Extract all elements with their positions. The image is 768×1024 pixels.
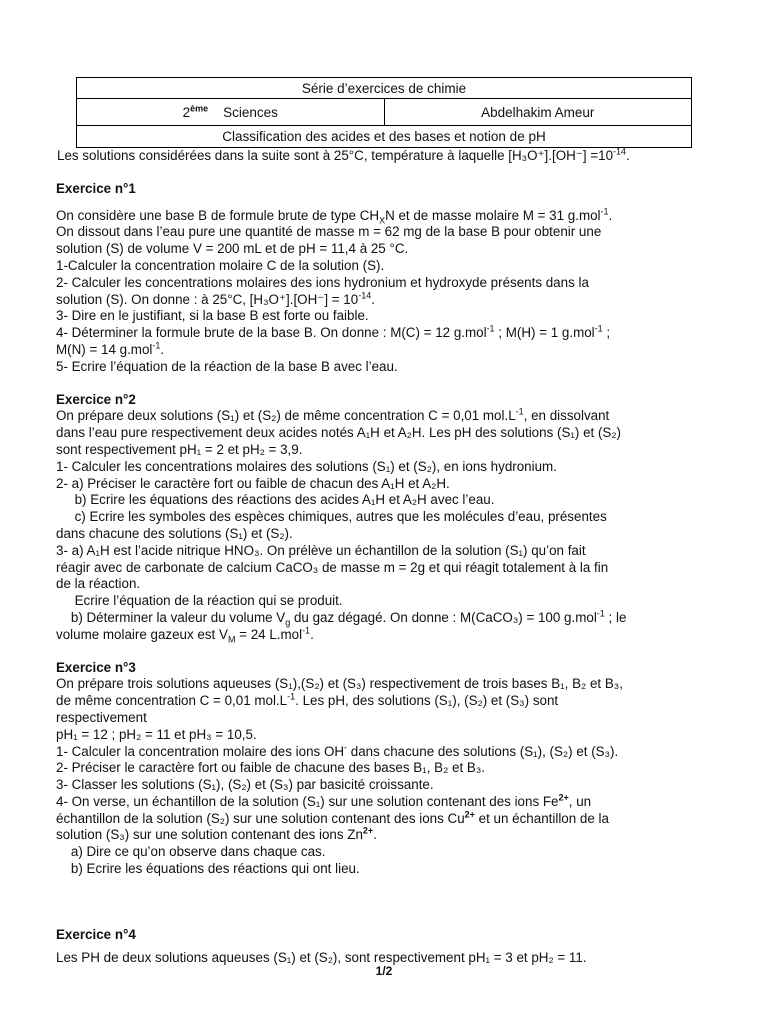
ex1-question bbox=[56, 342, 716, 359]
ex2-question: 2- a) Préciser le caractère fort ou faible de chacun des A₁H et A₂H. bbox=[56, 475, 450, 491]
level-section: Sciences bbox=[223, 104, 278, 120]
ex1-exp: -14 bbox=[358, 290, 372, 301]
ex3-text: . bbox=[373, 827, 377, 843]
ex2-line bbox=[56, 408, 716, 425]
intro-text: Les solutions considérées dans la suite sont à 25°C, température à laquelle [H₃O⁺].[OH⁻] =10 bbox=[57, 148, 614, 163]
ex2-sub: M bbox=[227, 634, 236, 645]
ex1-line: On dissout dans l’eau pure une quantité de masse m = 62 mg de la base B pour obtenir une bbox=[56, 224, 602, 240]
ex2-text: volume molaire gazeux est V bbox=[56, 626, 228, 642]
ex1-question bbox=[56, 325, 716, 342]
ex3-text: 4- On verse, un échantillon de la solution (S₁) sur une solution contenant des ions Fe bbox=[56, 793, 559, 809]
ex3-question: 3- Classer les solutions (S₁), (S₂) et (S₃) par basicité croissante. bbox=[56, 777, 434, 793]
ex2-exp: -1 bbox=[596, 608, 605, 619]
ex1-question: 3- Dire en le justifiant, si la base B est forte ou faible. bbox=[56, 308, 369, 324]
ex3-exp: 2+ bbox=[362, 826, 374, 837]
intro-end: . bbox=[626, 148, 630, 163]
ex4-line: Les PH de deux solutions aqueuses (S₁) et (S₂), sont respectivement pH₁ = 3 et pH₂ = 11. bbox=[56, 949, 587, 965]
ex3-exp: 2+ bbox=[464, 809, 475, 820]
ex2-line: sont respectivement pH₁ = 2 et pH₂ = 3,9. bbox=[56, 441, 303, 457]
ex2-line: dans l’eau pure respectivement deux acides notés A₁H et A₂H. Les pH des solutions (S₁) et (S₂) bbox=[56, 425, 622, 441]
ex3-text: . Les pH, des solutions (S₁), (S₂) et (S₃) sont bbox=[295, 693, 559, 709]
author-cell: Abdelhakim Ameur bbox=[384, 99, 692, 126]
exercise-2-title: Exercice n°2 bbox=[56, 391, 136, 407]
ex2-sub: g bbox=[285, 617, 291, 628]
ex3-question: a) Dire ce qu’on observe dans chaque cas. bbox=[56, 844, 326, 860]
ex2-question: c) Ecrire les symboles des espèces chimiques, autres que les molécules d’eau, présentes bbox=[56, 509, 607, 525]
header-table bbox=[76, 77, 692, 148]
ex2-question bbox=[56, 627, 716, 644]
ex2-text: . bbox=[310, 626, 314, 642]
ex2-text: du gaz dégagé. On donne : M(CaCO₃) = 100 g.mol bbox=[290, 609, 597, 625]
ex3-question bbox=[56, 827, 716, 844]
ex3-text: de même concentration C = 0,01 mol.L bbox=[56, 693, 288, 709]
ex2-text: = 24 L.mol bbox=[235, 626, 303, 642]
ex3-question: 2- Préciser le caractère fort ou faible de chacune des bases B₁, B₂ et B₃. bbox=[56, 760, 486, 776]
ex3-exp: 2+ bbox=[558, 792, 569, 803]
topic-title: Classification des acides et des bases et notion de pH bbox=[77, 126, 692, 148]
ex1-question bbox=[56, 292, 716, 309]
ex3-question bbox=[56, 794, 716, 811]
page-number: 1/2 bbox=[375, 964, 393, 978]
exercise-1-title: Exercice n°1 bbox=[56, 180, 136, 196]
ex3-exp: - bbox=[344, 742, 348, 753]
ex2-exp: -1 bbox=[515, 406, 524, 417]
ex1-exp: -1 bbox=[486, 323, 495, 334]
ex3-line: respectivement bbox=[56, 709, 147, 725]
ex1-text: N et de masse molaire M = 31 g.mol bbox=[385, 207, 601, 223]
ex2-text: ; le bbox=[604, 609, 627, 625]
ex1-text: . bbox=[371, 291, 375, 307]
ex1-text: 4- Déterminer la formule brute de la base B. On donne : M(C) = 12 g.mol bbox=[56, 325, 487, 341]
ex1-line bbox=[56, 208, 716, 225]
ex3-exp: -1 bbox=[287, 691, 296, 702]
ex2-exp: -1 bbox=[302, 625, 311, 636]
ex1-line: solution (S) de volume V = 200 mL et de pH = 11,4 à 25 °C. bbox=[56, 241, 409, 257]
ex3-text: et un échantillon de la bbox=[474, 810, 609, 826]
ex3-text: solution (S₃) sur une solution contenant des ions Zn bbox=[56, 827, 363, 843]
ex2-question: Ecrire l’équation de la réaction qui se produit. bbox=[56, 593, 343, 609]
ex2-question bbox=[56, 610, 716, 627]
level-sup: ème bbox=[190, 103, 209, 113]
ex3-line: On prépare trois solutions aqueuses (S₁),(S₂) et (S₃) respectivement de trois bases B₁, B₂ et B₃, bbox=[56, 676, 623, 692]
ex1-exp: -1 bbox=[152, 340, 161, 351]
ex1-text: M(N) = 14 g.mol bbox=[56, 341, 153, 357]
ex1-question: 5- Ecrire l’équation de la réaction de la base B avec l’eau. bbox=[56, 358, 398, 374]
ex3-line: pH₁ = 12 ; pH₂ = 11 et pH₃ = 10,5. bbox=[56, 726, 257, 742]
ex3-line bbox=[56, 693, 716, 710]
ex1-text: ; M(H) = 1 g.mol bbox=[494, 325, 595, 341]
ex1-exp: -1 bbox=[600, 206, 609, 217]
ex1-text: . bbox=[608, 207, 613, 223]
ex1-text: solution (S). On donne : à 25°C, [H₃O⁺].[OH⁻] = 10 bbox=[56, 291, 359, 307]
ex2-text: On prépare deux solutions (S₁) et (S₂) de même concentration C = 0,01 mol.L bbox=[56, 408, 516, 424]
ex2-question: de la réaction. bbox=[56, 576, 141, 592]
ex1-sub: X bbox=[379, 215, 386, 226]
ex3-question bbox=[56, 811, 716, 828]
ex2-question: b) Ecrire les équations des réactions des acides A₁H et A₂H avec l’eau. bbox=[56, 492, 495, 508]
ex3-text: 1- Calculer la concentration molaire des ions OH bbox=[56, 743, 345, 759]
ex1-text: ; bbox=[602, 325, 611, 341]
ex1-text: On considère une base B de formule brute de type CH bbox=[56, 207, 380, 223]
ex3-question: b) Ecrire les équations des réactions qui ont lieu. bbox=[56, 861, 360, 877]
document-body bbox=[56, 148, 716, 966]
exercise-3-title: Exercice n°3 bbox=[56, 659, 136, 675]
ex2-question: 3- a) A₁H est l’acide nitrique HNO₃. On prélève un échantillon de la solution (S₁) qu’on fait bbox=[56, 542, 586, 558]
ex2-text: , en dissolvant bbox=[523, 408, 610, 424]
ex2-text: b) Déterminer la valeur du volume V bbox=[56, 609, 286, 625]
ex1-exp: -1 bbox=[594, 323, 603, 334]
ex1-question: 2- Calculer les concentrations molaires des ions hydronium et hydroxyde présents dans la bbox=[56, 274, 589, 290]
intro-exp: -14 bbox=[613, 146, 627, 157]
ex1-text: . bbox=[160, 341, 165, 357]
ex3-text: dans chacune des solutions (S₁), (S₂) et (S₃). bbox=[347, 743, 619, 759]
ex2-question: 1- Calculer les concentrations molaires des solutions (S₁) et (S₂), en ions hydronium. bbox=[56, 458, 557, 474]
ex3-text: , un bbox=[568, 793, 592, 809]
intro-line bbox=[57, 148, 716, 165]
series-title: Série d’exercices de chimie bbox=[77, 78, 692, 99]
ex2-question: réagir avec de carbonate de calcium CaCO₃ de masse m = 2g et qui réagit totalement à la fin bbox=[56, 559, 609, 575]
exercise-4-title: Exercice n°4 bbox=[56, 926, 136, 942]
ex2-question: dans chacune des solutions (S₁) et (S₂). bbox=[56, 525, 293, 541]
level-number: 2 bbox=[182, 104, 191, 120]
ex3-question bbox=[56, 744, 716, 761]
ex1-question: 1-Calculer la concentration molaire C de la solution (S). bbox=[56, 257, 385, 273]
level-cell bbox=[77, 99, 385, 126]
ex3-text: échantillon de la solution (S₂) sur une solution contenant des ions Cu bbox=[56, 810, 465, 826]
